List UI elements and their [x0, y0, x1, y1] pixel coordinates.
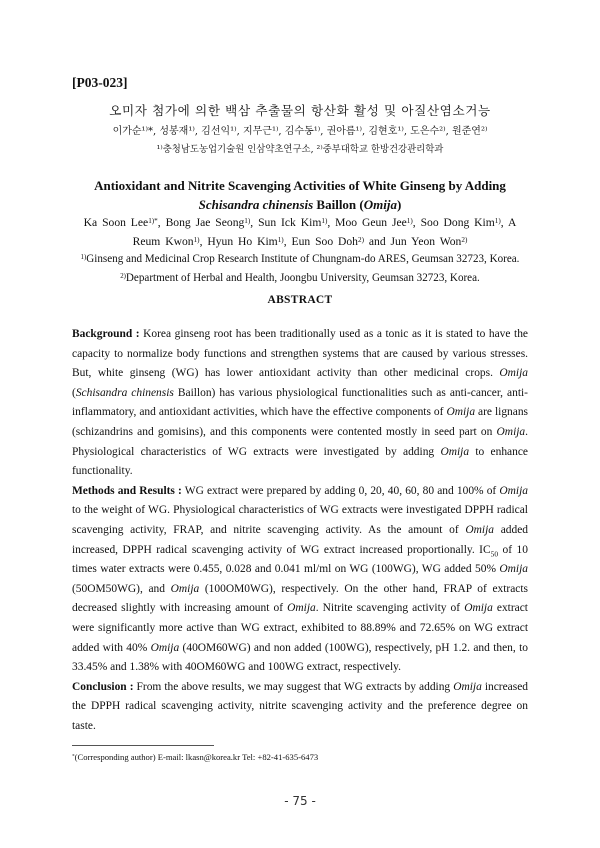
- background-paragraph: Background : Korea ginseng root has been traditionally used as a tonic as it is stated to have the capacity to normalize body functions and strengthen systems that are caused by various stresses. But, white ginseng (WG) has lower antioxidant activity than other medicinal crops. Omija (Schisandra chinensis Baillon) has various physiological functionalities such as anti-cancer, anti-inflammatory, and antioxidant activities, which have the effective components of Omija are lignans (schizandrins and gomisins), and this components were contented mostly in seed part on Omija. Physiological characteristics of WG extracts were investigated by adding Omija to enhance functionality.: [72, 328, 529, 478]
- author: Sun Ick Kim$^{1)}$: [258, 216, 328, 229]
- abstract-heading: ABSTRACT: [267, 294, 333, 306]
- affiliation-1: $^{1)}$Ginseng and Medicinal Crop Research Institute of Chungnam-do ARES, Geumsan 32723, Korea.: [80, 253, 520, 265]
- page-number: - 75 -: [284, 794, 316, 808]
- korean-title: 오미자 첨가에 의한 백삼 추출물의 항산화 활성 및 아질산염소거능: [109, 103, 491, 118]
- conclusion-label: Conclusion :: [72, 680, 134, 693]
- author: Ka Soon Lee$^{1)*}$: [83, 216, 158, 229]
- title-omija: Omija: [363, 197, 397, 212]
- footnote-divider: [72, 745, 214, 746]
- author: Bong Jae Seong$^{1)}$: [165, 216, 251, 229]
- author: Hyun Ho Kim$^{1)}$: [207, 235, 284, 248]
- footnote: *(Corresponding author) E-mail: lkasn@korea.kr Tel: +82-41-635-6473: [72, 752, 319, 762]
- background-label: Background :: [72, 328, 140, 340]
- english-affiliations: [72, 250, 528, 288]
- affiliation-2: $^{2)}$Department of Herbal and Health, Joongbu University, Geumsan 32723, Korea.: [120, 272, 480, 284]
- conclusion-paragraph: Conclusion : From the above results, we may suggest that WG extracts by adding Omija increased the DPPH radical scavenging activity, nitrite scavenging activity and the preference degree on taste.: [72, 680, 528, 732]
- author: Soo Dong Kim$^{1)}$: [420, 216, 501, 229]
- title-line1: Antioxidant and Nitrite Scavenging Activities of White Ginseng by Adding: [94, 178, 506, 193]
- methods-label: Methods and Results :: [72, 484, 182, 497]
- korean-affiliations: ¹⁾충청남도농업기술원 인삼약초연구소, ²⁾중부대학교 한방건강관리학과: [156, 144, 444, 155]
- author: Jun Yeon Won$^{2)}$: [390, 235, 468, 248]
- author: A Reum Kwon$^{1)}$: [132, 216, 517, 248]
- abstract-code: [P03-023]: [72, 75, 128, 90]
- methods-paragraph: Methods and Results : WG extract were prepared by adding 0, 20, 40, 60, 80 and 100% of Omija to the weight of WG. Physiological characteristics of WG extracts were investigated DPPH radical scavenging activity, FRAP, and nitrite scavenging activity. As the amount of Omija added increased, DPPH radical scavenging activity of WG extract increased proportionally. $IC_{50}$ of 10 times water extracts were 0.455, 0.028 and 0.041 ml/ml on WG (100WG), WG added 50% Omija (50OM50WG), and Omija (100OM0WG), respectively. On the other hand, FRAP of extracts decreased slightly with increasing amount of Omija. Nitrite scavenging activity of Omija extract were significantly more active than WG extract, exhibited to 88.89% and 72.65% on WG extract added with 40% Omija (40OM60WG) and non added (100WG), respectively, pH 1.2. and then, to 33.45% and 1.38% with 40OM60WG and 100WG extract, respectively.: [72, 484, 529, 674]
- author: Eun Soo Doh$^{2)}$: [291, 235, 364, 248]
- title-latin-name: Schisandra chinensis: [198, 197, 314, 212]
- title-mid: Baillon (: [313, 197, 364, 212]
- abstract-body: [72, 325, 528, 736]
- english-authors: Ka Soon Lee$^{1)*}$, Bong Jae Seong$^{1)}$, Sun Ick Kim$^{1)}$, Moo Geun Jee$^{1)}$, Soo Dong Kim$^{1)}$, A Reum Kwon$^{1)}$, Hyun Ho Kim$^{1)}$, Eun Soo Doh$^{2)}$ and Jun Yeon Won$^{2)}$: [83, 216, 517, 248]
- korean-authors: 이가순¹⁾*, 성봉재¹⁾, 김선익¹⁾, 지무근¹⁾, 김수동¹⁾, 권아름¹⁾, 김현호¹⁾, 도은수²⁾, 원준연²⁾: [112, 126, 488, 137]
- english-title: [72, 176, 528, 214]
- author: Moo Geun Jee$^{1)}$: [335, 216, 413, 229]
- title-end: ): [396, 197, 402, 212]
